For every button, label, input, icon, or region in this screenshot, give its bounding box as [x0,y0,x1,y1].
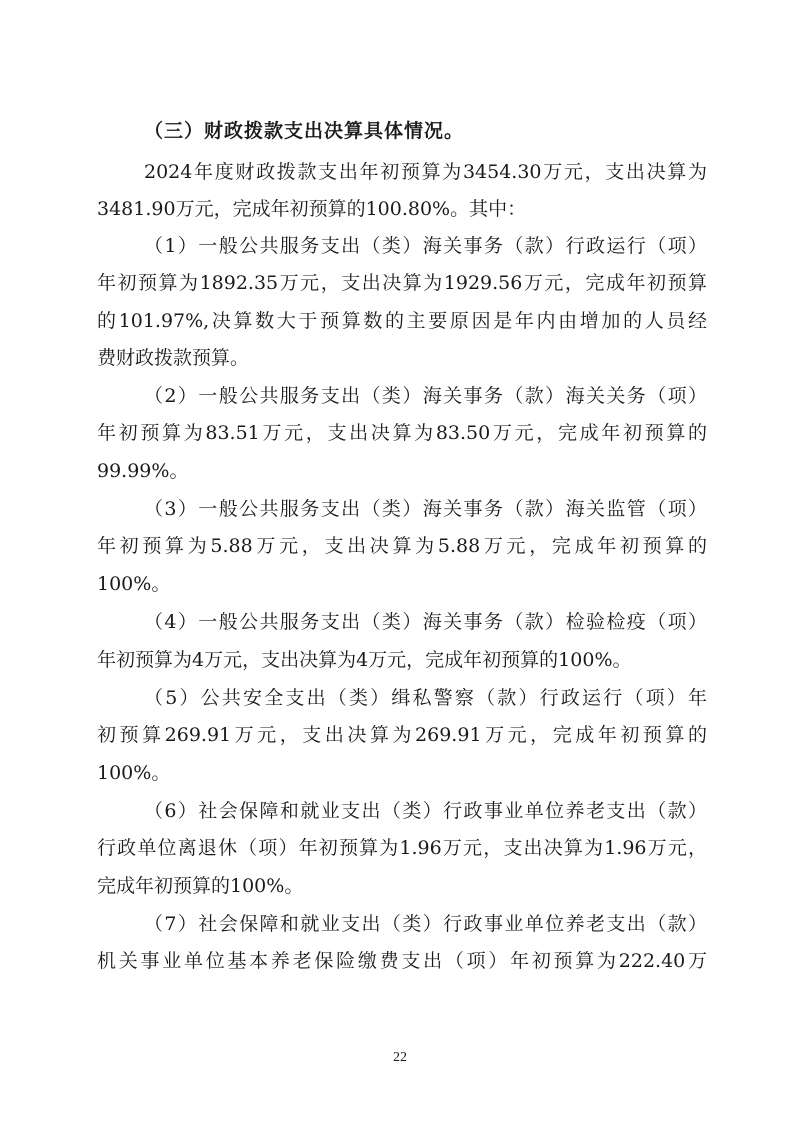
paragraph-line: （5）公共安全支出（类）缉私警察（款）行政运行（项）年 [144,687,707,709]
paragraph-line: （4）一般公共服务支出（类）海关事务（款）检验检疫（项） [144,611,707,633]
paragraph-line: 年初预算为1892.35万元，支出决算为1929.56万元，完成年初预算 [97,272,707,294]
paragraph-line: 100%。 [97,573,171,595]
paragraph-line: （1）一般公共服务支出（类）海关事务（款）行政运行（项） [144,235,707,257]
paragraph-line: 机关事业单位基本养老保险缴费支出（项）年初预算为222.40万 [97,950,707,972]
paragraph-line: 的101.97%,决算数大于预算数的主要原因是年内由增加的人员经 [97,310,707,332]
paragraph-line: （7）社会保障和就业支出（类）行政事业单位养老支出（款） [144,913,707,935]
paragraph-line: 100%。 [97,762,171,784]
paragraph-line: 年初预算为83.51万元，支出决算为83.50万元，完成年初预算的 [97,422,707,444]
paragraph-line: 2024年度财政拨款支出年初预算为3454.30万元，支出决算为 [144,161,707,183]
section-heading: （三）财政拨款支出决算具体情况。 [144,120,465,142]
paragraph-line: 3481.90万元，完成年初预算的100.80%。其中： [97,198,527,220]
paragraph-line: 费财政拨款预算。 [97,347,250,369]
paragraph-line: 99.99%。 [97,460,189,482]
page-number: 22 [393,1050,407,1065]
paragraph-line: 完成年初预算的100%。 [97,875,304,897]
paragraph-line: 年初预算为4万元，支出决算为4万元，完成年初预算的100%。 [97,649,632,671]
paragraph-line: （2）一般公共服务支出（类）海关事务（款）海关关务（项） [144,385,707,407]
paragraph-line: 行政单位离退休（项）年初预算为1.96万元，支出决算为1.96万元， [97,837,707,859]
paragraph-line: 年初预算为5.88万元，支出决算为5.88万元，完成年初预算的 [97,535,707,557]
paragraph-line: （6）社会保障和就业支出（类）行政事业单位养老支出（款） [144,800,707,822]
paragraph-line: 初预算269.91万元，支出决算为269.91万元，完成年初预算的 [97,724,707,746]
paragraph-line: （3）一般公共服务支出（类）海关事务（款）海关监管（项） [144,498,707,520]
